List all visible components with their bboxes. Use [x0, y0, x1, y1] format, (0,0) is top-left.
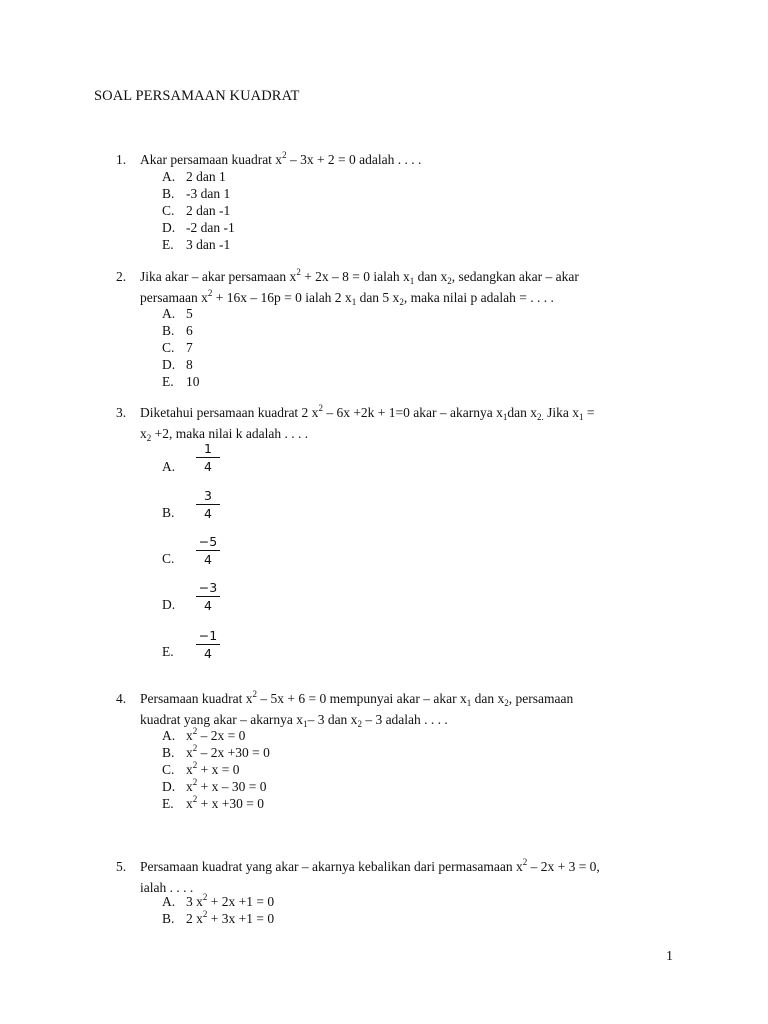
question-text: Persamaan kuadrat $x^2 - 5x + 6 = 0$ mempunyai akar – akar $x_1$ dan $x_2$, persamaan kuadrat yang akar – akarnya $x_1-$ 3 dan $x_2 - 3$ adalah . . . .: [140, 689, 574, 729]
question-text: Persamaan kuadrat yang akar – akarnya kebalikan dari permasamaan $x^2 - 2x + 3 = 0$, ialah . . . .: [140, 857, 600, 895]
question-number: 1.: [116, 152, 127, 167]
fraction-d: $\frac{-3}{4}$: [196, 580, 220, 613]
page-number: 1: [666, 949, 673, 964]
document-title: SOAL PERSAMAAN KUADRAT: [94, 88, 300, 104]
fraction-c: $\frac{-5}{4}$: [196, 534, 220, 567]
question-number: 5.: [116, 859, 127, 874]
fraction-e: $\frac{-1}{4}$: [196, 628, 220, 661]
question-number: 4.: [116, 691, 127, 706]
question-number: 2.: [116, 269, 127, 284]
fraction-a: $\frac{1}{4}$: [196, 441, 220, 474]
fraction-b: $\frac{3}{4}$: [196, 488, 220, 521]
question-text: Diketahui persamaan kuadrat 2 $x^2 - 6x +2k + 1=0$ akar – akarnya $x_1dan$ $x_{2.}$ Jika $x_1$ = $x_2 +2$, maka nilai k adalah . . . .: [140, 403, 595, 443]
question-text: Akar persamaan kuadrat $x^2 - 3x + 2 = 0$ adalah . . . .: [140, 150, 422, 167]
document-page: SOAL PERSAMAAN KUADRAT 1. Akar persamaan kuadrat $x^2 - 3x + 2 = 0$ adalah . . . . A. 2 dan 1 B. -3 dan 1 C. 2 dan -1 D. -2 dan -1 E. 3 dan -1 2. Jika akar – akar persamaan $x^2 + 2x - 8 = 0$ ialah $x_1$ dan $x_2$, sedangkan akar – akar persamaan $x^2 + 16x - 16p = 0$ ialah 2 $x_1$ dan 5 $x_2$, maka nilai p adalah = . . . . A. 5 B. 6 C. 7 D. 8 E. 10 3. Diketahui persamaan kuadrat 2 $x^2 - 6x +2k + 1=0$ akar – akarnya $x_1dan$ $x_{2.}$ Jika $x_1$ = $x_2 +2$, maka nilai k adalah . . . . A. $\frac{1}{4}$ B. $\frac{3}{4}$ C. $\frac{-5}{4}$ D. $\frac{-3}{4}$ E. $\frac{-1}{4}$ 4. Persamaan kuadrat $x^2 - 5x + 6 = 0$ mempunyai akar – akar $x_1$ dan $x_2$, persamaan kuadrat yang akar – akarnya $x_1-$ 3 dan $x_2 - 3$ adalah . . . . A. $x^2 - 2x = 0$ B. $x^2 - 2x +30 = 0$ C. $x^2 + x = 0$ D. $x^2 + x - 30 = 0$ E. $x^2 + x +30 = 0$ 5. Persamaan kuadrat yang akar – akarnya kebalikan dari permasamaan $x^2 - 2x + 3 = 0$, ialah . . . . A. 3 $x^2 + 2x +1 = 0$ B. 2 $x^2 + 3x +1 = 0$ 1: [0, 0, 768, 1024]
question-number: 3.: [116, 405, 127, 420]
question-text: Jika akar – akar persamaan $x^2 + 2x - 8 = 0$ ialah $x_1$ dan $x_2$, sedangkan akar – akar persamaan $x^2 + 16x - 16p = 0$ ialah 2 $x_1$ dan 5 $x_2$, maka nilai p adalah = . . . .: [140, 267, 579, 307]
